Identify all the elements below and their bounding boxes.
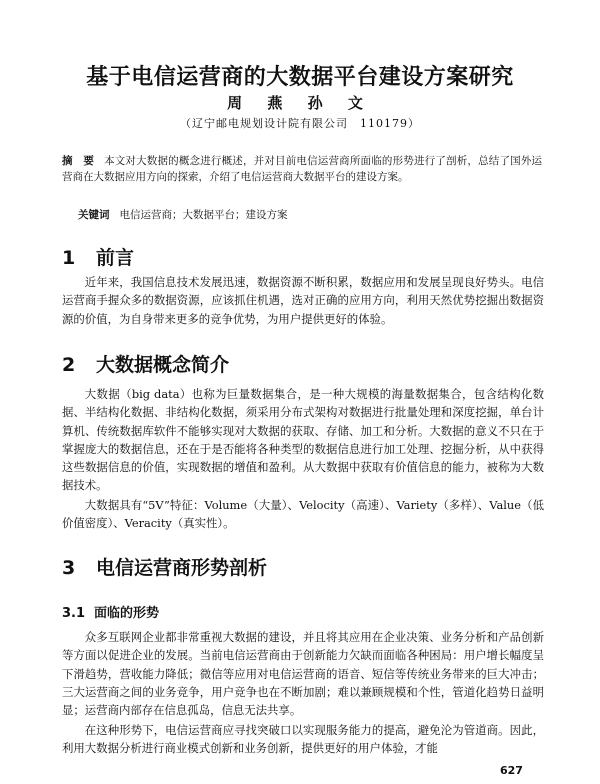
section-heading <box>62 350 229 377</box>
subsection-paragraph: 在这种形势下，电信运营商应寻找突破口以实现服务能力的提高，避免沦为管道商。因此，利用大数据分析进行商业模式创新和业务创新，提供更好的用户体验，才能 <box>62 723 544 756</box>
section-number: 3 <box>62 557 76 579</box>
section-paragraph: 大数据（big data）也称为巨量数据集合，是一种大规模的海量数据集合，包含结构化数据、半结构化数据、非结构化数据，须采用分布式架构对数据进行批量处理和深度挖掘，单台计算机、传统数据库软件不能够实现对大数据的获取、存储、加工和分析。大数据的意义不只在于掌握庞大的数据信息，还在于是否能将各种类型的数据信息进行加工处理、挖掘分析，从中获得这些数据信息的价值，实现数据的增值和盈利。从大数据中获取有价值信息的能力，被称为大数据技术。 <box>62 387 544 493</box>
subsection-heading <box>62 602 159 621</box>
paper-title: 基于电信运营商的大数据平台建设方案研究 <box>86 65 514 90</box>
page-number: 627 <box>500 764 523 777</box>
section-title: 前言 <box>96 247 135 269</box>
subsection-title: 面临的形势 <box>94 606 160 621</box>
abstract <box>62 153 542 185</box>
section-title: 电信运营商形势剖析 <box>96 557 268 579</box>
subsection-paragraph: 众多互联网企业都非常重视大数据的建设，并且将其应用在企业决策、业务分析和产品创新等方面以促进企业的发展。当前电信运营商由于创新能力欠缺而面临各种困局：用户增长幅度呈下滑趋势，营收能力降低；微信等应用对电信运营商的语音、短信等传统业务带来的巨大冲击；三大运营商之间的业务竞争，用户竞争也在不断加剧；难以兼顾规模和个性，管道化趋势日益明显；运营商内部存在信息孤岛，信息无法共享。 <box>62 630 544 718</box>
abstract-text: 本文对大数据的概念进行概述，并对目前电信运营商所面临的形势进行了剖析，总结了国外运营商在大数据应用方向的探索，介绍了电信运营商大数据平台的建设方案。 <box>62 155 543 183</box>
keywords-label: 关键词 <box>78 209 110 221</box>
section-paragraph: 近年来，我国信息技术发展迅速，数据资源不断积累，数据应用和发展呈现良好势头。电信运营商手握众多的数据资源，应该抓住机遇，选对正确的应用方向，利用天然优势挖掘出数据资源的价值，为自身带来更多的竞争优势，为用户提供更好的体验。 <box>62 275 544 326</box>
keywords <box>78 207 538 222</box>
subsection-number: 3.1 <box>62 606 86 621</box>
section-heading <box>62 553 267 580</box>
keywords-text: 电信运营商；大数据平台；建设方案 <box>119 209 288 221</box>
section-number: 1 <box>62 247 76 269</box>
author-names: 周 燕 孙 文 <box>227 94 373 112</box>
section-heading <box>62 243 134 270</box>
author-affiliation: （辽宁邮电规划设计院有限公司 110179） <box>180 117 420 130</box>
abstract-label: 摘 要 <box>62 155 95 167</box>
section-title: 大数据概念简介 <box>96 354 230 376</box>
section-number: 2 <box>62 354 76 376</box>
section-paragraph: 大数据具有“5V”特征：Volume（大量）、Velocity（高速）、Variety（多样）、Value（低价值密度）、Veracity（真实性）。 <box>62 498 544 531</box>
